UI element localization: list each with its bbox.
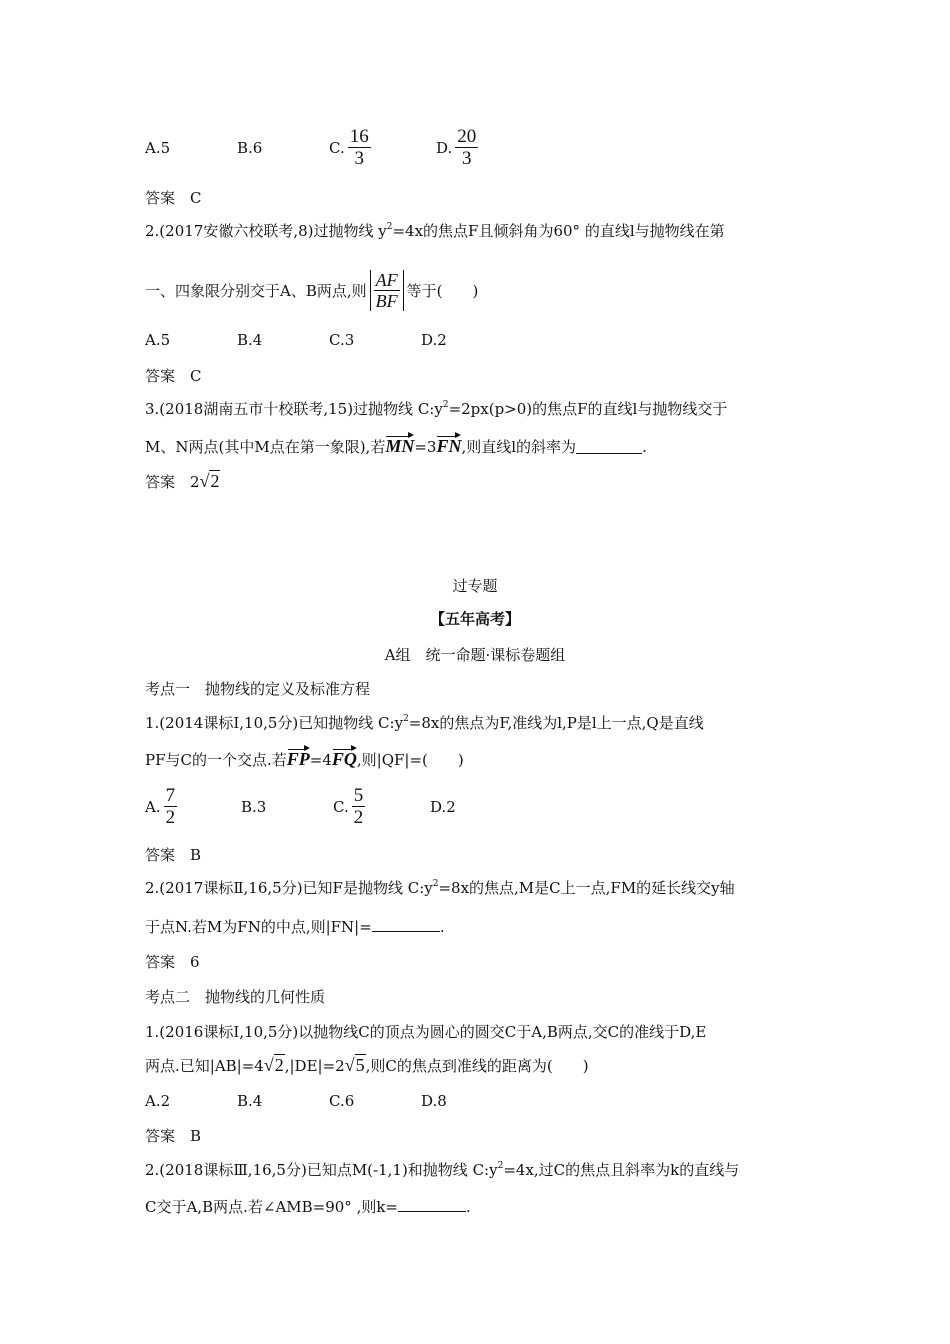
sqrt-icon: √2 [199, 471, 220, 491]
t1q1-option-b: B.3 [241, 797, 267, 816]
abs-fraction: $\frac{AF}{BF}$ [370, 270, 404, 311]
vector-mn: MN [385, 436, 415, 456]
q3-text-line2: M、N两点(其中M点在第一象限),若 MN =3 FN ,则直线l的斜率为 . [145, 436, 647, 456]
t2q2-text-line1: 2.(2018课标Ⅲ,16,5分)已知点M(-1,1)和抛物线 $C:y^2=4x$,过C的焦点且斜率为k的直线与 [145, 1161, 740, 1179]
q2-option-b: B.4 [237, 331, 263, 349]
t1q1-option-c: C. $\frac{5}{2}$ [333, 785, 364, 828]
t1q2-text-line2: 于点N.若M为FN的中点,则|FN|= . [145, 918, 445, 936]
sqrt-icon: √5 [344, 1055, 365, 1075]
q0-answer: 答案 C [145, 189, 202, 207]
t1q2-answer: 答案 6 [145, 953, 200, 971]
fraction: $\frac{16}{3}$ [349, 126, 369, 169]
t2q1-options [145, 1092, 447, 1110]
t1q1-option-d: D.2 [430, 797, 456, 816]
t2q2-text-line2: C交于A,B两点.若∠AMB=90° ,则k= . [145, 1198, 471, 1216]
q0-option-b: B.6 [237, 138, 263, 157]
answer-blank [576, 439, 642, 454]
t1q1-options [145, 785, 456, 828]
t2q1-option-c: C.6 [329, 1092, 355, 1110]
q2-option-d: D.2 [421, 331, 447, 349]
vector-fn: FN [436, 436, 462, 456]
t1q2-text-line1: 2.(2017课标Ⅱ,16,5分)已知F是抛物线 $C:y^2=8x$的焦点,M是C上一点,FM的延长线交y轴 [145, 879, 735, 897]
q3-answer: 答案 2 √2 [145, 471, 220, 491]
q2-option-a: A.5 [145, 331, 171, 349]
topic-2-heading: 考点二 抛物线的几何性质 [145, 988, 326, 1006]
topic-1-heading: 考点一 抛物线的定义及标准方程 [145, 680, 371, 698]
vector-fq: FQ [331, 749, 357, 769]
q2-text-line1: 2.(2017安徽六校联考,8)过抛物线 $y^2=4x$的焦点F且倾斜角为60° 的直线l与抛物线在第 [145, 222, 725, 240]
fraction: $\frac{5}{2}$ [353, 785, 364, 828]
q3-text-line1: 3.(2018湖南五市十校联考,15)过抛物线 $C:y^2=2px(p>0)$的焦点F的直线l与抛物线交于 [145, 400, 728, 418]
q0-option-a: A.5 [145, 138, 171, 157]
fraction: $\frac{7}{2}$ [165, 785, 176, 828]
t2q1-option-a: A.2 [145, 1092, 171, 1110]
answer-blank [372, 917, 440, 932]
q0-option-d: D. $\frac{20}{3}$ [436, 126, 477, 169]
answer-blank [398, 1197, 466, 1212]
q2-options [145, 331, 447, 349]
t2q1-answer: 答案 B [145, 1127, 202, 1145]
t2q1-text-line2: 两点.已知|AB|=4 √2 ,|DE|=2 √5 ,则C的焦点到准线的距离为( ) [145, 1055, 589, 1075]
vector-fp: FP [286, 749, 310, 769]
t1q1-text-line1: 1.(2014课标Ⅰ,10,5分)已知抛物线 $C:y^2=8x$的焦点为F,准线为l,P是l上一点,Q是直线 [145, 714, 704, 732]
q0-options [145, 126, 478, 169]
group-heading: A组 统一命题·课标卷题组 [384, 646, 566, 664]
t2q1-option-d: D.8 [421, 1092, 447, 1110]
sqrt-icon: √2 [263, 1055, 284, 1075]
t2q1-option-b: B.4 [237, 1092, 263, 1110]
q2-answer: 答案 C [145, 367, 202, 385]
t2q1-text-line1: 1.(2016课标Ⅰ,10,5分)以抛物线C的顶点为圆心的圆交C于A,B两点,交C的准线于D,E [145, 1023, 707, 1041]
q0-option-c: C. $\frac{16}{3}$ [329, 126, 369, 169]
section-title: 过专题 [452, 577, 498, 595]
t1q1-answer: 答案 B [145, 846, 202, 864]
fraction: $\frac{20}{3}$ [457, 126, 477, 169]
t1q1-option-a: A. $\frac{7}{2}$ [145, 785, 176, 828]
q2-option-c: C.3 [329, 331, 355, 349]
q2-text-line2: 一、四象限分别交于A、B两点,则 $\frac{AF}{BF}$ 等于( ) [145, 270, 479, 311]
t1q1-text-line2: PF与C的一个交点.若 FP =4 FQ ,则|QF|=( ) [145, 749, 464, 769]
section-subtitle: 【五年高考】 [429, 610, 520, 628]
